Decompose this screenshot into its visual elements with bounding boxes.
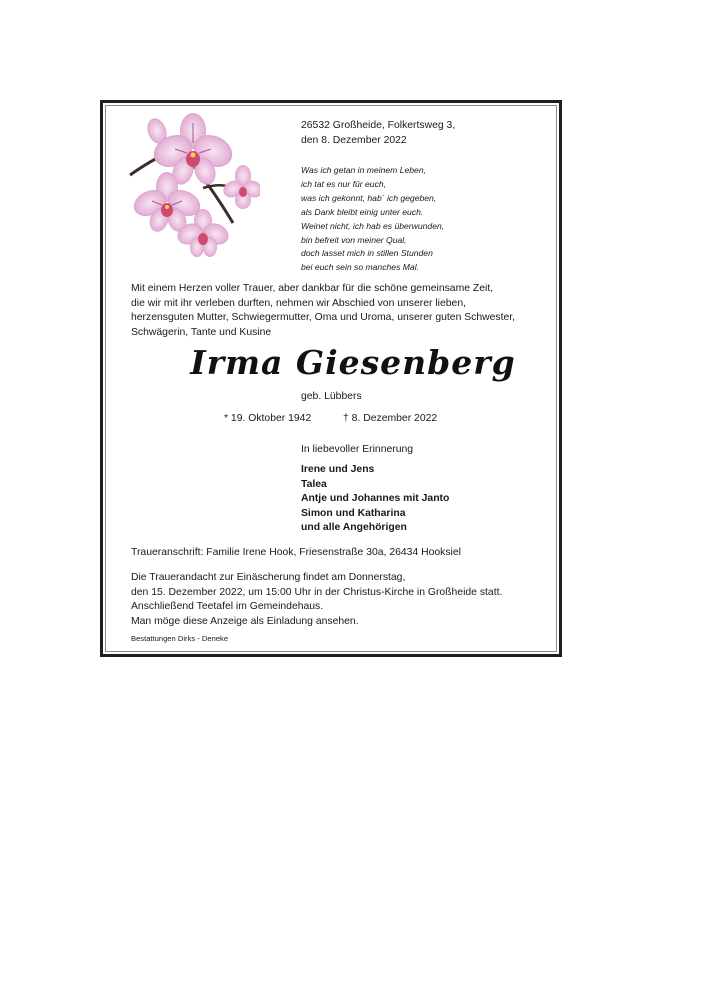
- header-block: [301, 119, 455, 148]
- intro-line: die wir mit ihr verleben durften, nehmen wir Abschied von unserer lieben,: [131, 297, 466, 309]
- header-date: den 8. Dezember 2022: [301, 134, 407, 146]
- mourner-item: und alle Angehörigen: [301, 522, 407, 533]
- poem-line: bin befreit von meiner Qual,: [301, 234, 407, 245]
- mourner-item: Talea: [301, 478, 327, 490]
- poem-line: doch lasset mich in stillen Stunden: [301, 248, 433, 259]
- mourners-list: [301, 463, 449, 536]
- mourning-address: Traueranschrift: Familie Irene Hook, Friesenstraße 30a, 26434 Hooksiel: [131, 547, 461, 558]
- mourner-item: Simon und Katharina: [301, 507, 406, 519]
- born-name: geb. Lübbers: [301, 391, 362, 402]
- intro-line: Mit einem Herzen voller Trauer, aber dankbar für die schöne gemeinsame Zeit,: [131, 283, 494, 294]
- poem-line: Was ich getan in meinem Leben,: [301, 165, 426, 175]
- undertaker-credit: Bestattungen Dirks - Deneke: [131, 634, 229, 643]
- poem-line: bei euch sein so manches Mal.: [301, 262, 419, 273]
- service-line: Die Trauerandacht zur Einäscherung findet am Donnerstag,: [131, 572, 406, 583]
- intro-line: Schwägerin, Tante und Kusine: [131, 326, 272, 338]
- birth-date: * 19. Oktober 1942: [224, 413, 312, 424]
- poem: [301, 164, 444, 275]
- service-line: Man möge diese Anzeige als Einladung ansehen.: [131, 615, 359, 627]
- service-info: [131, 571, 502, 629]
- memory-line: In liebevoller Erinnerung: [301, 444, 414, 455]
- deceased-name: Irma Giesenberg: [190, 343, 516, 382]
- mourner-item: Antje und Johannes mit Janto: [301, 493, 450, 504]
- poem-line: was ich gekonnt, hab´ ich gegeben,: [301, 192, 437, 203]
- service-line: Anschließend Teetafel im Gemeindehaus.: [131, 601, 324, 612]
- service-line: den 15. Dezember 2022, um 15:00 Uhr in der Christus-Kirche in Großheide statt.: [131, 586, 503, 598]
- poem-line: als Dank bleibt einig unter euch.: [301, 206, 424, 217]
- mourner-item: Irene und Jens: [301, 464, 375, 475]
- intro-line: herzensguten Mutter, Schwiegermutter, Oma und Uroma, unserer guten Schwester,: [131, 312, 516, 323]
- intro-text: [131, 282, 515, 340]
- death-date: † 8. Dezember 2022: [343, 413, 438, 424]
- header-address: 26532 Großheide, Folkertsweg 3,: [301, 120, 456, 131]
- orchid-icon: [125, 113, 260, 258]
- poem-line: ich tat es nur für euch,: [301, 178, 387, 189]
- poem-line: Weinet nicht, ich hab es überwunden,: [301, 220, 445, 231]
